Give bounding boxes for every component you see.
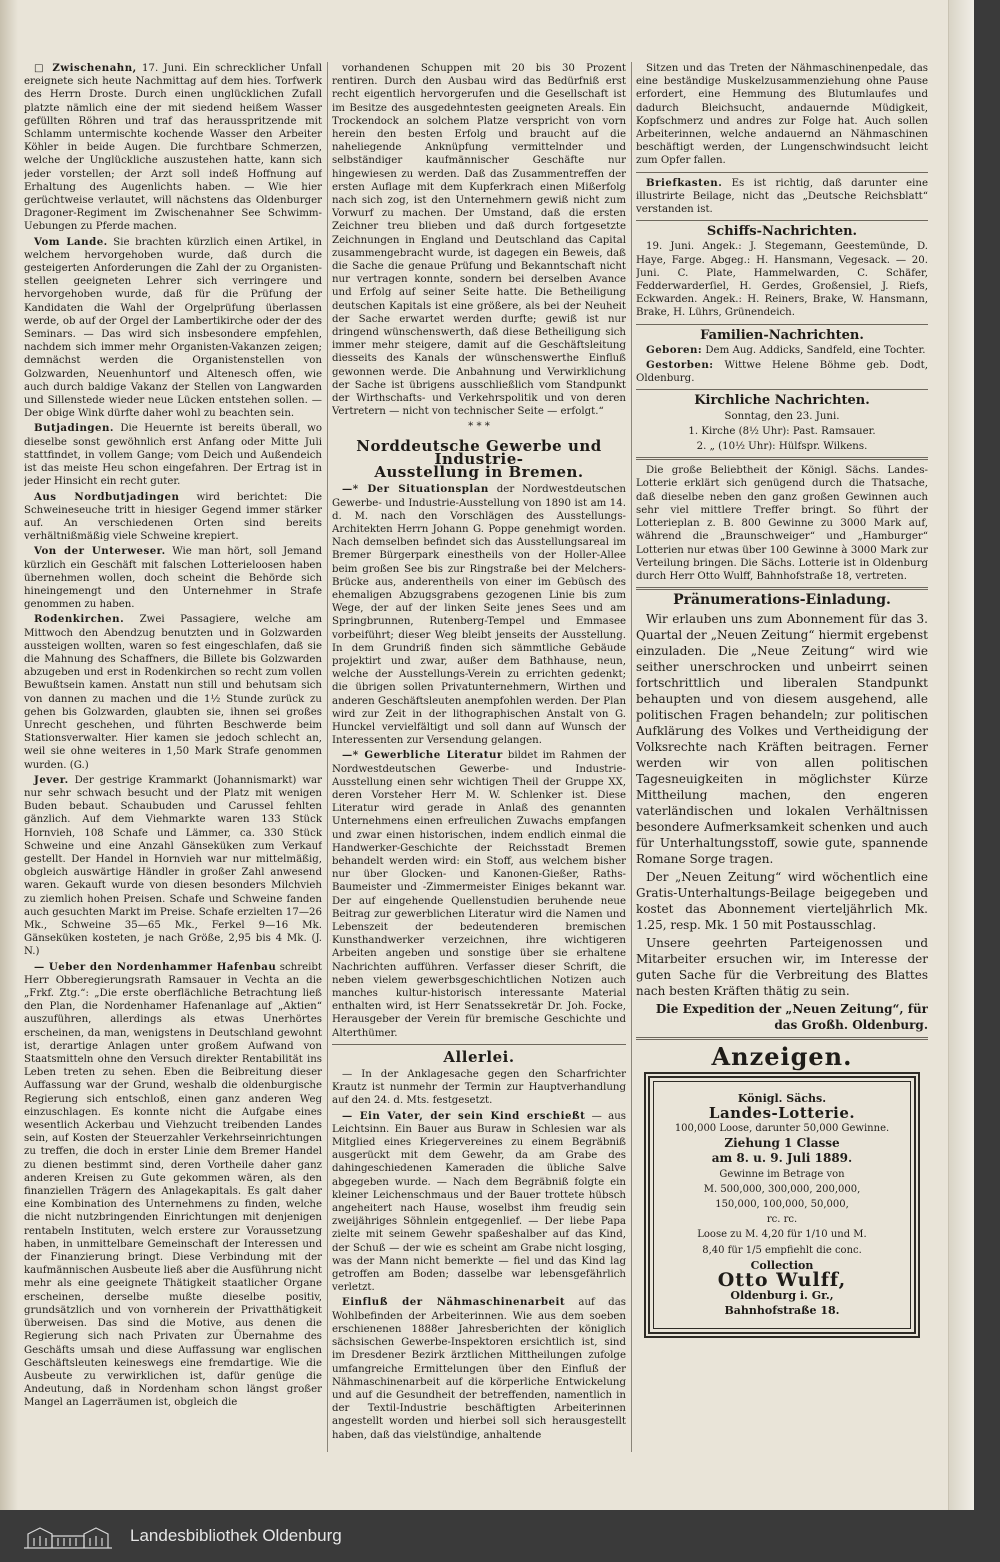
article-text: auf das Wohlbefinden der Arbeiterinnen. Wie aus dem soeben erschienenen 1888er Jahresberichten der königlich sächsischen Gewerbe-Inspektoren ersichtlich ist, sind im Dresdener Bezirk ärztlichen Mittheilungen zufolge umfangreiche Ermittelungen über den Einfluß der Nähmaschinenarbeit auf die körperliche Entwickelung und auf die Gesundheit der betreffenden, namentlich in der Textil-Industrie beschäftigten Arbeiterinnen angestellt worden und hierbei soll sich herausgestellt haben, daß das vielstündige, anhaltende xyxy=(332,1297,626,1441)
praenumeration-p1: Wir erlauben uns zum Abonnement für das 3. Quartal der „Neuen Zeitung“ hiermit ergebenst einzuladen. Die „Neue Zeitung“ wird wie seither unerschrocken und unbeirrt seinen fortschrittlich und liberalen Standpunkt behaupten und von diesem ausgehend, alle politischen Fragen behandeln; zur politischen Aufklärung des Volkes und Vertheidigung der Volksrechte nach Kräften beitragen. Ferner werden wir von allen politischen Tagesneuigkeiten in möglichster Kürze Mittheilung machen, den engeren vaterländischen und lokalen Verhältnissen besondere Aufmerksamkeit schenken und auch für Unterhaltungsstoff, sowie gute, spannende Romane Sorge tragen. xyxy=(636,612,928,867)
lottery-advertisement-inner xyxy=(653,1081,911,1329)
geboren-lead: Geboren: xyxy=(646,343,703,356)
double-divider xyxy=(636,587,928,590)
article-text: Der gestrige Krammarkt (Johannismarkt) war nur sehr schwach besucht und der Platz mit wenigen Buden bebaut. Schaubuden und Carussel fehlten gänzlich. Auf dem Viehmarkte waren 133 Stück Hornvieh, 108 Schafe und Lämmer, ca. 330 Stück Schweine und eine Anzahl Gänseküken zum Verkauf gestellt. Der Handel in Hornvieh war nur mittelmäßig, obgleich auswärtige Händler in großer Zahl anwesend waren. Gekauft wurde von diesen besonders Milchvieh zu ziemlich hohen Preisen. Schafe und Schweine fanden auch gesuchten Markt im Preise. Schafe erzielten 17—26 Mk., Schweine 35—65 Mk., Ferkel 9—16 Mk. Gänseküken kosteten, je nach Größe, 2,95 bis 4 Mk. (J. N.) xyxy=(24,774,322,958)
article-text: Sie brachten kürzlich einen Artikel, in welchem hervorgehoben wurde, daß durch die gesteigerten Anforderungen die Zahl der zu Organisten-stellen geeigneten Lehrer sich verringere und hervorgehoben wurde, daß für die Prüfung der Kandidaten die Wahl der Orgelprüfung überlassen werde, ob auf der Orgel der Lambertikirche oder der des Seminars. — Das wird sich insbesondere empfehlen, nachdem sich immer mehr Organisten-Vakanzen zeigen; demnächst werden die Organistenstellen von Golzwarden, Neuenhuntorf und Altenesch offen, wie auch durch baldige Vakanz der Stellen von Langwarden und Sillenstede wieder neue Lücken entstehen sollen. — Der obige Wink dürfte daher wohl zu beachten sein. xyxy=(24,236,322,420)
double-divider xyxy=(636,1037,928,1040)
article-text: der Nordwestdeutschen Gewerbe- und Industrie-Ausstellung von 1890 ist am 14. d. M. nach den Vorschlägen des Ausstellungs-Architekten Herrn Johann G. Poppe genehmigt worden. Nach demselben befindet sich das Ausstellungsareal im Bremer Bürgerpark einestheils von der Holler-Allee beim großen See bis zur Ringstraße bei der Melchers-Brücke aus, anderentheils von einer im Gebüsch des ehemaligen Abzugsgrabens gezogenen Linie bis zum Wege, der auf der linken Seite jenes Sees und am Springbrunnen, Rutenberg-Tempel und Emmasee vorbeiführt; dieser Weg bleibt jenseits der Ausstellung. In dem Grundriß finden sich sämmtliche Gebäude projektirt und zwar, außer dem Bathhause, neun, welche der Ausstellungs-Verein zu errichten gedenkt; die übrigen sollen Privatunternehmern, Wirthen und anderen Geschäftsleuten anempfohlen werden. Der Plan wird zur Zeit in der lithographischen Anstalt von G. Hunckel vervielfältigt und soll dann auf Wunsch der Interessenten zur Versendung gelangen. xyxy=(332,484,626,747)
praenumeration-block xyxy=(636,594,928,1033)
ausstellung-articles xyxy=(332,483,626,1040)
anzeigen-title: Anzeigen. xyxy=(711,1042,853,1072)
col3-intro: Sitzen und das Treten der Nähmaschinenpedale, das eine beständige Muskelzusammenziehung ohne Pause erfordert, eine Hemmung des Blutumlaufes und dadurch Bleichsucht, andauernde Müdigkeit, Kopfschmerz und andres zur Folge hat. Auch sollen Arbeiterinnen, welche andauernd an Nähmaschinen beschäftigt werden, der Lungenschwindsucht leicht zum Opfer fallen. xyxy=(636,63,928,167)
article-paragraph xyxy=(24,961,322,1410)
kirche-line-1: 1. Kirche (8½ Uhr): Past. Ramsauer. xyxy=(688,425,876,437)
column-rule-1 xyxy=(327,62,328,1452)
column-2 xyxy=(332,62,626,1462)
schiffs-title: Schiffs-Nachrichten. xyxy=(706,224,858,240)
article-paragraph xyxy=(24,422,322,488)
article-paragraph xyxy=(24,613,322,771)
article-text: bildet im Rahmen der Nordwestdeutschen Gewerbe- und Industrie-Ausstellung einen sehr wichtigen Theil der Gruppe XX, deren Vorsteher Herr M. W. Schlenker ist. Diese Literatur wird gerade in Anlaß des genannten Unternehmens einen erfreulichen Zuwachs empfangen und zwar einen historischen, indem endlich einmal die Handwerker-Geschichte der Reichsstadt Bremen behandelt werden wird: ein Stoff, aus welchem bisher nur über Glocken- und Kanonen-Gießer, Raths-Baumeister und -Zimmermeister Einiges bekannt war. Der auf eingehende Quellenstudien beruhende neue Beitrag zur gewerblichen Literatur wird die Namen und Lebenszeit der bedeutenderen bremischen Kunsthandwerker verzeichnen, ihre wichtigeren Arbeiten angeben und sonstige über sie erhaltene Nachrichten aufführen. Verfasser dieser Schrift, die neben vielem gewerbsgeschichtlichen Notizen auch manches kultur-historisch interessante Material enthalten wird, ist Herr Senatssekretär Dr. Joh. Focke, Herausgeber der Verein für bremische Geschichte und Alterthümer. xyxy=(332,750,626,1039)
library-name: Landesbibliothek Oldenburg xyxy=(130,1526,342,1545)
article-paragraph xyxy=(24,236,322,421)
article-lead: — Ein Vater, der sein Kind erschießt xyxy=(342,1109,586,1122)
allerlei-articles xyxy=(332,1068,626,1442)
familien-title: Familien-Nachrichten. xyxy=(700,327,864,343)
article-lead: □ Zwischenahn, xyxy=(34,62,137,74)
divider xyxy=(636,324,928,325)
article-text: Zwei Passagiere, welche am Mittwoch den Abendzug benutzten und in Golzwarden aussteigen wollten, waren so fest eingeschlafen, daß sie die Mahnung des Schaffners, die Billete bis Golzwarden abzugeben und erst in Rodenkirchen so recht zum vollen Bewußtsein kamen. Anstatt nun still und behutsam sich von dannen zu machen und die 1½ Stunde zurück zu gehen bis Golzwarden, glaubten sie, ihnen sei großes Unrecht geschehen, und führten Beschwerde beim Stationsverwalter. Hier kamen sie jedoch schlecht an, weil sie ohne weiteres in 1,50 Mark Strafe genommen wurden. (G.) xyxy=(24,614,322,771)
ad-line-10: Loose zu M. 4,20 für 1/10 und M. xyxy=(697,1229,867,1241)
briefkasten-lead: Briefkasten. xyxy=(646,176,723,189)
column-1 xyxy=(24,62,322,1462)
stars-separator: * * * xyxy=(468,421,490,433)
ad-line-8: 150,000, 100,000, 50,000, xyxy=(715,1198,849,1210)
gestorben-text: Wittwe Helene Böhme geb. Dodt, Oldenburg. xyxy=(636,360,928,385)
praenumeration-p2: Der „Neuen Zeitung“ wird wöchentlich eine Gratis-Unterhaltungs-Beilage beigegeben und kostet das Abonnement vierteljährlich Mk. 1.25, resp. Mk. 1 50 mit Postausschlag. xyxy=(636,870,928,933)
article-lead: Aus Nordbutjadingen xyxy=(34,490,180,503)
article-paragraph xyxy=(332,1110,626,1295)
article-text: 17. Juni. Ein schrecklicher Unfall ereignete sich heute Nachmittag auf dem hies. Torfwerk des Herrn Droste. Durch einen unglücklichen Zufall platzte nämlich eine der mit siedend heißem Wasser gefüllten Röhren und traf das herausspritzende mit Schlamm untermischte kochende Wasser den Arbeiter Köhler in beide Augen. Die furchtbare Schmerzen, welche der Unglückliche auszustehen hatte, kann sich jeder vorstellen; der Arzt soll indeß Hoffnung auf Erhaltung des Augenlichts haben. — Wie hier gerüchtweise verlautet, will nächstens das Oldenburger Dragoner-Regiment im Zwischenahner See Schwimm-Uebungen zu Pferde machen. xyxy=(24,63,322,233)
praenumeration-p3: Unsere geehrten Parteigenossen und Mitarbeiter ersuchen wir, im Interesse der guten Sache für die Verbreitung des Blattes nach besten Kräften thätig zu sein. xyxy=(636,936,928,999)
geboren-text: Dem Aug. Addicks, Sandfeld, eine Tochter. xyxy=(705,344,926,356)
briefkasten xyxy=(636,177,928,217)
ad-line-11: 8,40 für 1/5 empfiehlt die conc. xyxy=(702,1244,862,1256)
ad-line-15: Bahnhofstraße 18. xyxy=(724,1304,840,1318)
article-text: Wie man hört, soll Jemand kürzlich ein Geschäft mit falschen Lotterieloosen haben übernehmen wollen, doch scheint die Behörde sich hineingemengt und den Unternehmer in Strafe genommen zu haben. xyxy=(24,546,322,611)
briefkasten-text: Es ist richtig, daß darunter eine illustrirte Beilage, nicht das „Deutsche Reichsblatt“ verstanden ist. xyxy=(636,177,928,216)
article-paragraph xyxy=(24,545,322,611)
divider xyxy=(636,172,928,173)
article-lead: Rodenkirchen. xyxy=(34,613,125,626)
article-lead: Einfluß der Nähmaschinenarbeit xyxy=(342,1296,566,1309)
section-title-allerlei: Allerlei. xyxy=(443,1047,515,1066)
article-lead: —* Der Situationsplan xyxy=(342,483,489,496)
lotterie-notice: Die große Beliebtheit der Königl. Sächs. Landes-Lotterie erklärt sich genügend durch die Thatsache, daß dieselbe neben den ganz großen Gewinnen auch sehr viel mittlere Treffer bringt. So führt der Lotterieplan z. B. 800 Gewinne zu 3000 Mark auf, während die „Braunschweiger“ und „Hamburger“ Lotterien nur etwas über 100 Gewinne à 3000 Mark zur Verteilung bringen. Die Sächs. Lotterie ist in Oldenburg durch Herr Otto Wulff, Bahnhofstraße 18, vertreten. xyxy=(636,465,928,582)
column-3 xyxy=(636,62,928,1462)
page-edge xyxy=(948,0,974,1510)
article-text: Die Heuernte ist bereits überall, wo dieselbe sonst gewöhnlich erst Anfang oder Mitte Juli stattfindet, in vollem Gange; vom Deich und Außendeich ist das meiste Heu schon eingefahren. Der Ertrag ist in jeder Hinsicht ein recht guter. xyxy=(24,423,322,488)
praenumeration-title: Pränumerations-Einladung. xyxy=(673,592,891,609)
ad-line-7: M. 500,000, 300,000, 200,000, xyxy=(703,1183,861,1195)
section-title-ausstellung-2: Ausstellung in Bremen. xyxy=(374,463,584,482)
ad-line-9: rc. rc. xyxy=(766,1214,798,1226)
lottery-advertisement xyxy=(644,1072,920,1338)
article-paragraph xyxy=(332,1068,626,1108)
article-paragraph xyxy=(24,491,322,544)
article-lead: — Ueber den Nordenhammer Hafenbau xyxy=(34,960,277,973)
article-paragraph xyxy=(332,483,626,747)
kirche-title: Kirchliche Nachrichten. xyxy=(694,393,870,409)
page-gutter-shadow xyxy=(0,0,18,1510)
col2-intro: vorhandenen Schuppen mit 20 bis 30 Prozent rentiren. Durch den Ausbau wird das Bedürfniß erst recht eigentlich hervorgerufen und die Gesellschaft ist im Besitze des ausgedehntesten geeigneten Areals. Ein Trockendock an solchem Platze verspricht von vorn herein den besten Erfolg und braucht auf die naheliegende Anknüpfung vermittelnder und selbständiger kaufmännischer Geschäfte nur hingewiesen zu werden. Daß das Zusammentreffen der ersten Auflage mit dem Kupferkrach einen Mißerfolg nach sich zog, ist den Unternehmern gewiß nicht zum Vorwurf zu machen. Der Umstand, daß die ersten Zeichner treu blieben und daß durch fortgesetzte Zeichnungen in England und Deutschland das Capital zusammengebracht wurde, ist dagegen ein Beweis, daß die Sache die genaue Prüfung und Bekanntschaft nicht nur vertragen konnte, sondern bei derselben Avance und Erfolg auf seiner Seite hatte. Die Betheiligung deutschen Kapitals ist eine größere, als bei der Neuheit der Sache erwartet werden durfte; gewiß ist nur dringend wünschenswerth, daß diese Betheiligung sich immer mehr steigere, damit auf die Geschäftsleitung diesseits des Kanals der wünschenswerthe Einfluß gewonnen werde. Die Anbahnung und Verwirklichung der Sache ist übrigens ausschließlich vom Standpunkt der Wirthschafts- und Verkehrspolitik und von deren Vertretern — nicht von technischer Seite — erfolgt.“ xyxy=(332,63,626,418)
ad-line-6: Gewinne im Betrage von xyxy=(719,1168,845,1180)
gestorben-lead: Gestorben: xyxy=(646,359,714,372)
divider xyxy=(636,220,928,221)
praenumeration-signature: Die Expedition der „Neuen Zeitung“, für das Großh. Oldenburg. xyxy=(655,1002,928,1033)
article-lead: —* Gewerbliche Literatur xyxy=(342,749,503,762)
footer-bar xyxy=(0,1510,1000,1562)
geboren xyxy=(636,344,928,357)
gestorben xyxy=(636,359,928,385)
section-title-ausstellung-1: Norddeutsche Gewerbe und Industrie- xyxy=(356,436,602,468)
article-paragraph xyxy=(24,62,322,234)
article-paragraph xyxy=(332,749,626,1039)
article-lead: Butjadingen. xyxy=(34,422,114,435)
kirche-date: Sonntag, den 23. Juni. xyxy=(724,410,840,422)
article-lead: Jever. xyxy=(34,773,69,786)
kirche-line-2: 2. „ (10½ Uhr): Hülfspr. Wilkens. xyxy=(696,441,868,453)
double-divider xyxy=(636,457,928,460)
article-paragraph xyxy=(332,1296,626,1441)
schiffs-text: 19. Juni. Angek.: J. Stegemann, Geestemünde, D. Haye, Farge. Abgeg.: H. Hansmann, Vegesack. — 20. Juni. C. Plate, Hammelwarden, C. Schäfer, Fedderwarderſiel, H. Gerdes, Großensiel, J. Riefs, Eckwarden. Angek.: H. Reiners, Brake, W. Hansmann, Brake, H. Lührs, Grünendeich. xyxy=(636,241,928,319)
ad-line-3: 100,000 Loose, darunter 50,000 Gewinne. xyxy=(674,1122,890,1134)
article-lead: Von der Unterweser. xyxy=(34,545,166,558)
article-text: schreibt Herr Obberegierungsrath Ramsauer in Vechta an die „Frkf. Ztg.“: „Die erste oberflächliche Betrachtung ließ den Plan, die Nordenhamer Hafenanlage auf „Aktien“ auszuführen, allerdings als etwas Unerhörtes erscheinen, da man, wenigstens in Deutschland gewohnt ist, derartige Anlagen unter großem Aufwand von Staatsmitteln ohne den Versuch direkter Rentabilität ins Leben treten zu sehen. Eben die Beibreitung dieser Auffassung war der Grund, weshalb die oldenburgische Regierung sich entschloß, einen ganz anderen Weg einzuschlagen. Es konnte nicht die Aufgabe eines wesentlich Ackerbau und Viehzucht treibenden Landes sein, auf Kosten der Steuerzahler Verkehrseinrichtungen zu treffen, die doch in erster Linie dem Bremer Handel zu dienen bestimmt sind, deren Vortheile daher ganz anderen Kreisen zu Gute gekommen wären, als den finanziellen Trägern des Anlagekapitals. Es galt daher eine Kombination des Unternehmens zu finden, welche die nicht nutzbringenden Einrichtungen mit denjenigen rentabeln Instituten, welch erstere zur Voraussetzung haben, in unmittelbare Gemeinschaft der Interessen und der Finanzierung bringt. Diese Verbindung mit der kaufmännischen Ausbeute ließ aber die Ausführung nicht mehr als eine geeignete Thätigkeit staatlicher Organe erscheinen, derselbe mußte dieselbe positiv, grundsätzlich und von vornherein der Privatthätigkeit überweisen. Das sind die Motive, aus denen die Regierung sich nach Privaten zur Übernahme des Geschäfts umsah und diese Auffassung war englischen Geschäftsleuten keineswegs eine fremdartige. Wie die Ausbeute zu verwirklichen ist, dafür genüge die Andeutung, daß in Nordenham schon längst großer Mangel an Lagerräumen ist, obgleich die xyxy=(24,961,322,1409)
ad-line-14: Oldenburg i. Gr., xyxy=(730,1289,834,1303)
library-building-icon xyxy=(22,1524,114,1550)
article-text: — aus Leichtsinn. Ein Bauer aus Buraw in Schlesien war als Mitglied eines Kriegervereines zu einem Begräbniß ausgerückt mit dem Gewehr, da am Grabe des dahingeschiedenen Kameraden die übliche Salve abgegeben wurde. — Nach dem Begräbniß folgte ein kleiner Leichenschmaus und der Bauer trottete hübsch angeheitert nach Hause, woselbst ihm freudig sein zweijähriges Söhnlein entgegenlief. — Der liebe Papa zielte mit seinem Gewehr spaßeshalber auf das Kind, der Schuß — der wie es scheint am Grabe nicht losging, was der Mann nicht bemerkte — fiel und das Kind lag getroffen am Boden; dasselbe war lebensgefährlich verletzt. xyxy=(332,1110,626,1294)
article-text: — In der Anklagesache gegen den Scharfrichter Krautz ist nunmehr der Termin zur Hauptverhandlung auf den 24. d. Mts. festgesetzt. xyxy=(332,1069,626,1107)
ad-line-12: Collection xyxy=(750,1258,814,1272)
ad-line-1: Königl. Sächs. xyxy=(737,1091,827,1105)
ad-line-4: Ziehung 1 Classe xyxy=(724,1136,840,1151)
article-paragraph xyxy=(24,774,322,959)
ad-line-5: am 8. u. 9. Juli 1889. xyxy=(711,1151,853,1166)
article-lead: Vom Lande. xyxy=(34,235,108,248)
divider xyxy=(636,389,928,390)
article-text: wird berichtet: Die Schweineseuche tritt in hiesiger Gegend immer stärker auf. An verschiedenen Orten sind bereits verhältnißmäßig viele Schweine krepiert. xyxy=(24,491,322,543)
divider xyxy=(332,1044,626,1045)
ad-line-13: Otto Wulff, xyxy=(717,1268,847,1291)
ad-line-2: Landes-Lotterie. xyxy=(708,1103,856,1122)
column-rule-2 xyxy=(631,62,632,1452)
